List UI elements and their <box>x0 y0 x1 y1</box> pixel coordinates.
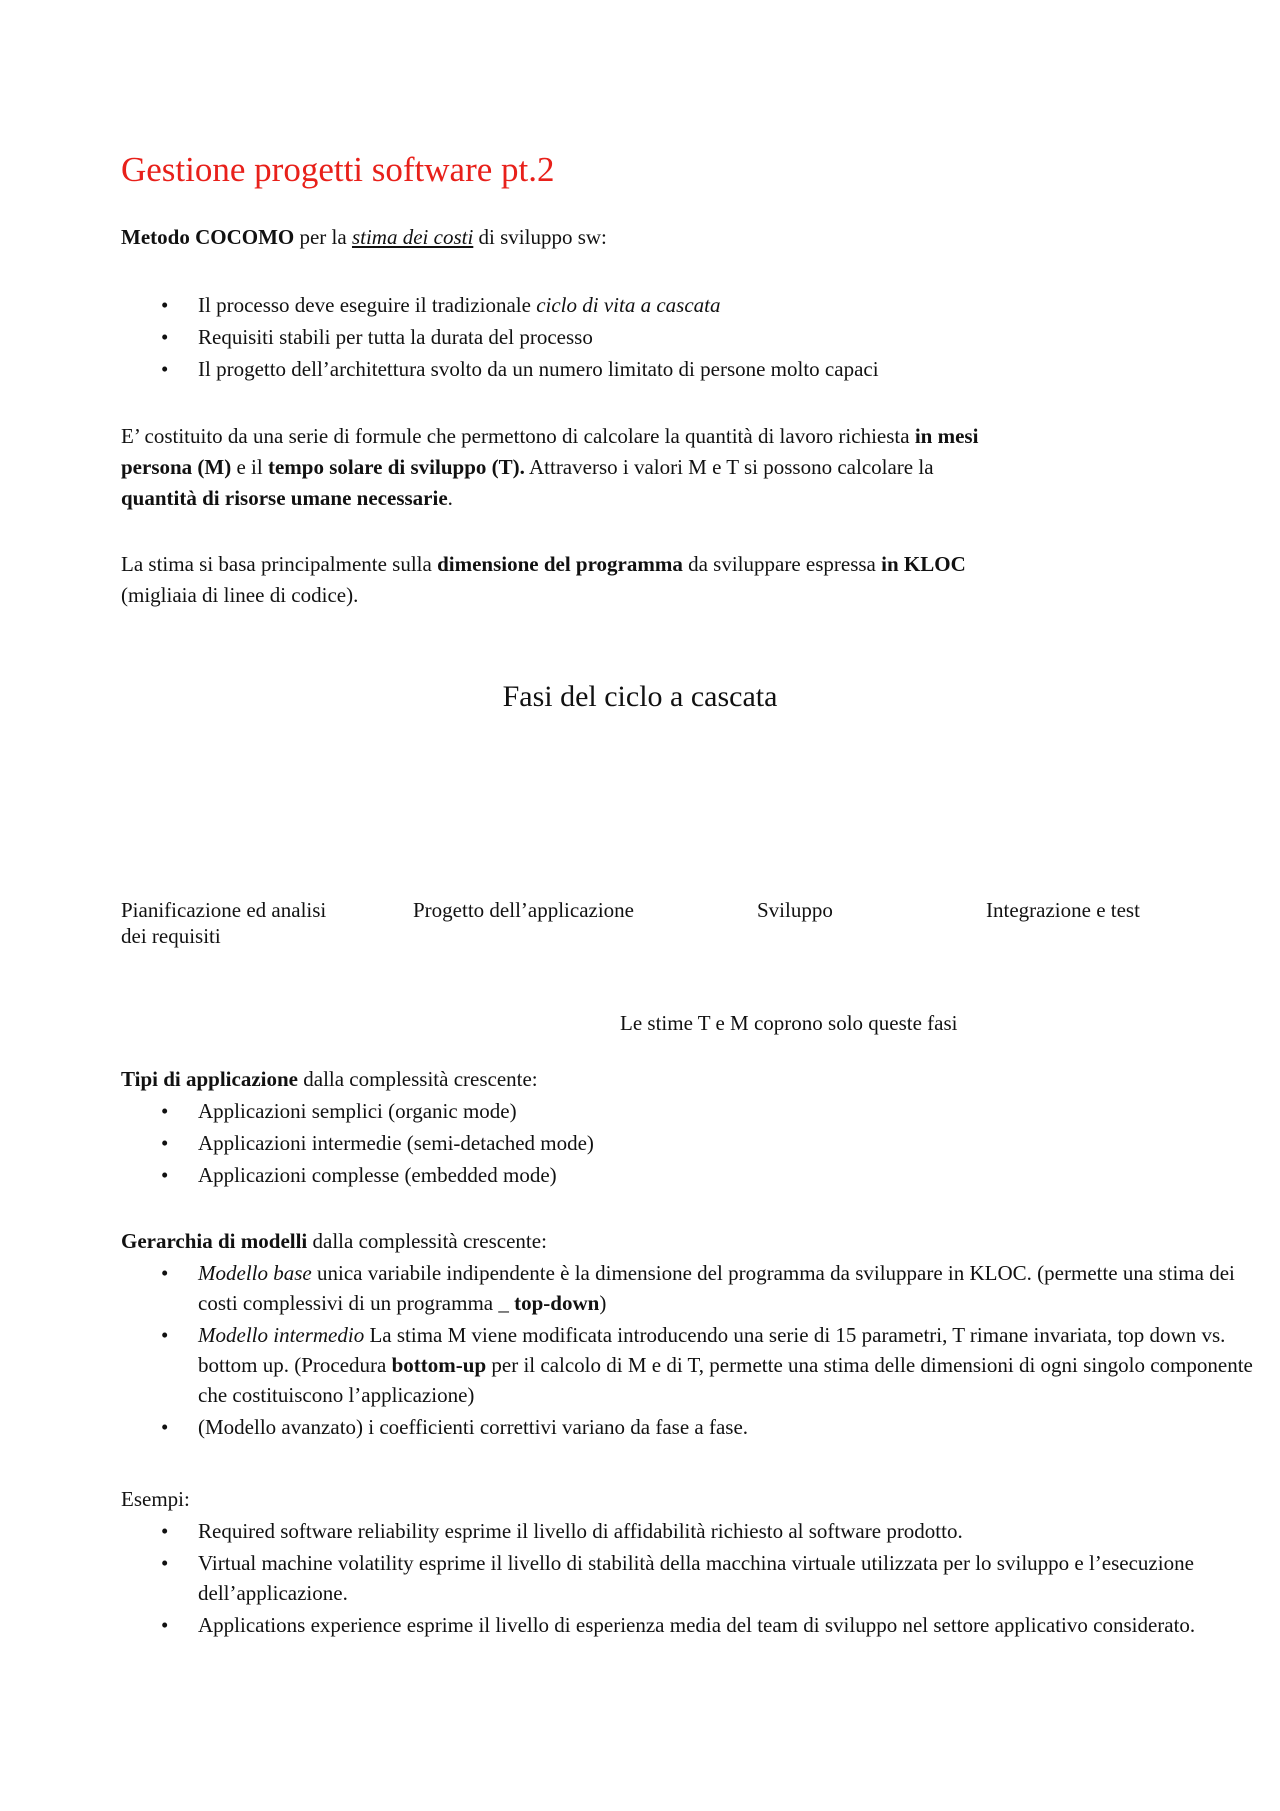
paragraph-formulas: E’ costituito da una serie di formule che permettono di calcolare la quantità di lavoro richiesta in mesi persona (M) e il tempo solare di sviluppo (T). Attraverso i valori M e T si possono calcolare la quantità di risorse umane necessarie. <box>121 424 979 510</box>
bullet-icon: • <box>161 1261 169 1285</box>
list-item: • Applicazioni complesse (embedded mode) <box>121 1159 594 1191</box>
list-item: • Applicazioni semplici (organic mode) <box>121 1095 594 1127</box>
bullet-icon: • <box>161 357 169 381</box>
intro-emphasis: stima dei costi <box>351 225 474 249</box>
list-item: • Il processo deve eseguire il tradizionale ciclo di vita a cascata <box>121 289 879 321</box>
assumptions-list <box>121 289 879 385</box>
bullet-icon: • <box>161 1519 169 1543</box>
list-item: • Modello intermedio La stima M viene modificata introducendo una serie di 15 parametri, T rimane invariata, top down vs. bottom up. (Procedura bottom-up per il calcolo di M e di T, permette una stima delle dimensioni di ogni singolo componente che costituiscono l’applicazione) <box>121 1320 1278 1410</box>
bullet-icon: • <box>161 1323 169 1347</box>
examples-list <box>121 1516 1278 1642</box>
bullet-icon: • <box>161 1163 169 1187</box>
models-heading: Gerarchia di modelli dalla complessità crescente: <box>121 1229 547 1253</box>
bullet-icon: • <box>161 1551 169 1575</box>
bullet-icon: • <box>161 1613 169 1637</box>
phases-title: Fasi del ciclo a cascata <box>502 680 778 713</box>
paragraph-kloc: La stima si basa principalmente sulla dimensione del programma da sviluppare espressa in KLOC (migliaia di linee di codice). <box>121 552 966 607</box>
list-item: • Virtual machine volatility esprime il livello di stabilità della macchina virtuale utilizzata per lo sviluppo e l’esecuzione dell’applicazione. <box>121 1548 1278 1608</box>
page-title: Gestione progetti software pt.2 <box>121 150 555 189</box>
bullet-icon: • <box>161 1415 169 1439</box>
examples-heading: Esempi: <box>121 1487 190 1511</box>
bullet-icon: • <box>161 325 169 349</box>
list-item: • Il progetto dell’architettura svolto da un numero limitato di persone molto capaci <box>121 353 879 385</box>
intro-line: Metodo COCOMO per la stima dei costi di sviluppo sw: <box>121 225 607 249</box>
bullet-icon: • <box>161 293 169 317</box>
phase-design: Progetto dell’applicazione <box>413 898 635 922</box>
intro-bold: Metodo COCOMO <box>121 225 295 249</box>
phases-note: Le stime T e M coprono solo queste fasi <box>620 1011 958 1035</box>
phase-planning: Pianificazione ed analisi dei requisiti <box>121 898 327 948</box>
list-item: • (Modello avanzato) i coefficienti correttivi variano da fase a fase. <box>121 1412 1278 1442</box>
app-types-heading: Tipi di applicazione dalla complessità crescente: <box>121 1067 538 1091</box>
list-item: • Modello base unica variabile indipendente è la dimensione del programma da sviluppare in KLOC. (permette una stima dei costi complessivi di un programma _ top-down) <box>121 1258 1278 1318</box>
bullet-icon: • <box>161 1131 169 1155</box>
list-item: • Required software reliability esprime il livello di affidabilità richiesto al software prodotto. <box>121 1516 1278 1546</box>
list-item: • Requisiti stabili per tutta la durata del processo <box>121 321 879 353</box>
phase-development: Sviluppo <box>757 898 833 922</box>
list-item: • Applicazioni intermedie (semi-detached mode) <box>121 1127 594 1159</box>
bullet-icon: • <box>161 1099 169 1123</box>
models-list <box>121 1258 1278 1444</box>
phase-integration: Integrazione e test <box>986 898 1140 922</box>
app-types-list <box>121 1095 594 1191</box>
list-item: • Applications experience esprime il livello di esperienza media del team di sviluppo nel settore applicativo considerato. <box>121 1610 1278 1640</box>
